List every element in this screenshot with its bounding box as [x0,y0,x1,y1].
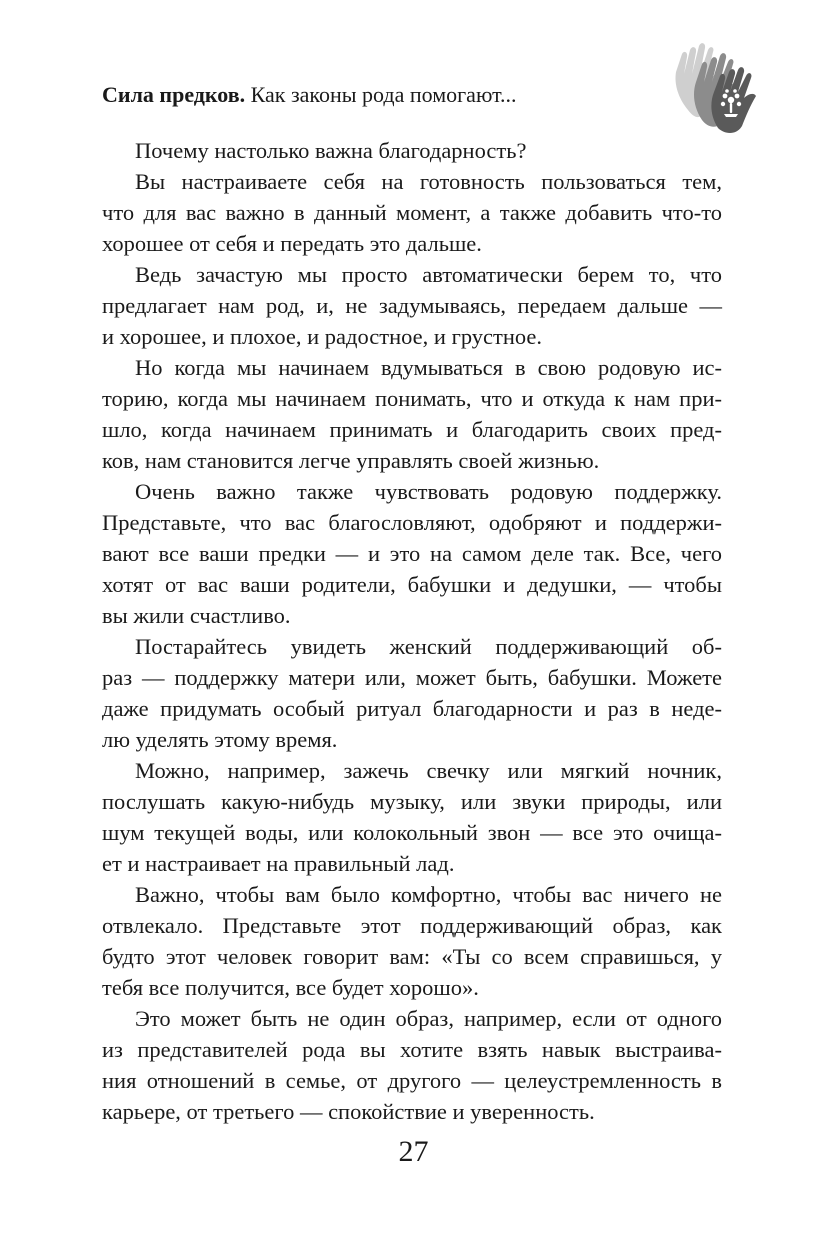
text-line: ков, нам становится легче управлять своей жизнью. [102,448,600,473]
running-head [102,80,517,110]
paragraph [102,1003,722,1127]
text-line: Почему настолько важна благодарность? [135,138,527,163]
running-head-rest: Как законы рода помогают... [245,82,517,107]
text-line: шло, когда начинаем принимать и благодарить своих пред- [102,417,722,442]
text-line: тебя все получится, все будет хорошо». [102,975,479,1000]
paragraph [102,631,722,755]
text-line: будто этот человек говорит вам: «Ты со всем справишься, у [102,944,722,969]
text-line: из представителей рода вы хотите взять навык выстраива- [102,1037,722,1062]
text-line: вы жили счастливо. [102,603,291,628]
text-line: шум текущей воды, или колокольный звон — все это очища- [102,820,722,845]
text-line: Постарайтесь увидеть женский поддерживающий об- [135,634,722,659]
hands-tree-icon [668,40,774,136]
text-line: Вы настраиваете себя на готовность пользоваться тем, [135,169,722,194]
text-line: даже придумать особый ритуал благодарности и раз в неде- [102,696,722,721]
text-line: вают все ваши предки — и это на самом деле так. Все, чего [102,541,722,566]
text-line: что для вас важно в данный момент, а также добавить что-то [102,200,722,225]
text-line: Можно, например, зажечь свечку или мягкий ночник, [135,758,722,783]
text-line: торию, когда мы начинаем понимать, что и откуда к нам при- [102,386,722,411]
page-number: 27 [398,1135,429,1168]
text-line: Очень важно также чувствовать родовую поддержку. [135,479,722,504]
text-line: предлагает нам род, и, не задумываясь, передаем дальше — [102,293,722,318]
text-line: Но когда мы начинаем вдумываться в свою родовую ис- [135,355,722,380]
paragraph [102,755,722,879]
paragraph [102,352,722,476]
paragraph [102,259,722,352]
running-head-bold: Сила предков. [102,82,246,107]
paragraph [102,135,722,166]
paragraph [102,879,722,1003]
text-line: раз — поддержку матери или, может быть, бабушки. Можете [102,665,722,690]
text-line: хорошее от себя и передать это дальше. [102,231,482,256]
text-line: Ведь зачастую мы просто автоматически берем то, что [135,262,722,287]
text-line: лю уделять этому время. [102,727,338,752]
text-line: Представьте, что вас благословляют, одобряют и поддержи- [102,510,722,535]
paragraph [102,476,722,631]
text-line: послушать какую-нибудь музыку, или звуки природы, или [102,789,722,814]
body-text [102,135,722,1127]
text-line: Это может быть не один образ, например, если от одного [135,1006,722,1031]
text-line: Важно, чтобы вам было комфортно, чтобы вас ничего не [135,882,722,907]
paragraph [102,166,722,259]
text-line: карьере, от третьего — спокойствие и уверенность. [102,1099,595,1124]
text-line: отвлекало. Представьте этот поддерживающий образ, как [102,913,722,938]
text-line: и хорошее, и плохое, и радостное, и грустное. [102,324,543,349]
text-line: хотят от вас ваши родители, бабушки и дедушки, — чтобы [102,572,722,597]
text-line: ния отношений в семье, от другого — целеустремленность в [102,1068,722,1093]
text-line: ет и настраивает на правильный лад. [102,851,455,876]
